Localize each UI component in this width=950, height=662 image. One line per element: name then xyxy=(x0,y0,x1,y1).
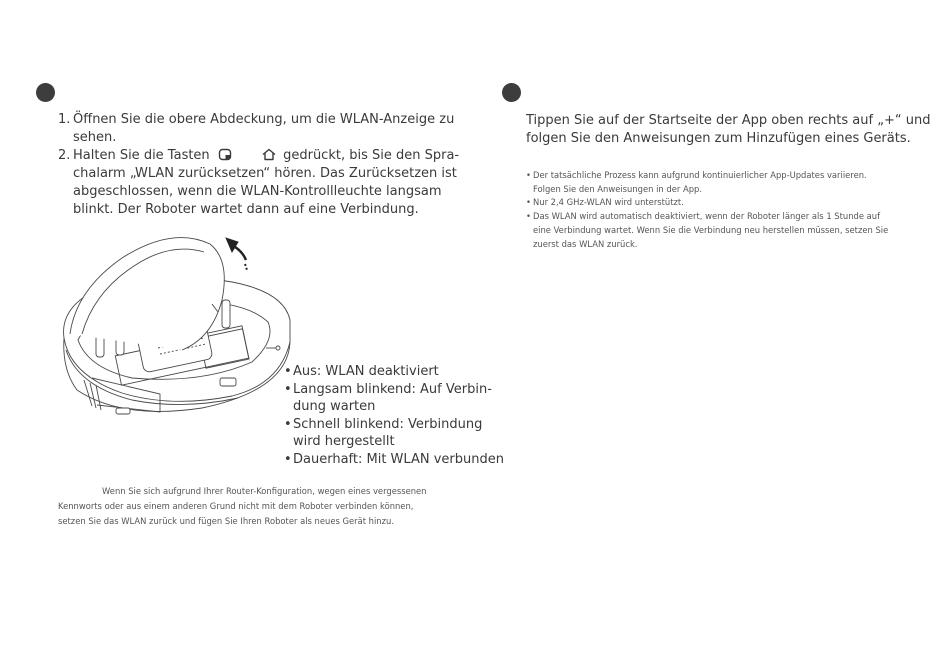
bullet: • xyxy=(284,381,292,397)
instruction-line: gedrückt, bis Sie den Spra- xyxy=(283,148,460,163)
item-number: 1. xyxy=(58,112,71,127)
instruction-line: Öffnen Sie die obere Abdeckung, um die WLAN-Anzeige zu xyxy=(73,112,455,127)
note-line: eine Verbindung wartet. Wenn Sie die Verbindung neu herstellen müssen, setzen Sie xyxy=(533,224,889,235)
home-button-icon xyxy=(261,148,277,161)
status-item-slow-blink-cont: dung warten xyxy=(293,399,376,415)
step-1-badge xyxy=(36,83,55,102)
status-item-off: Aus: WLAN deaktiviert xyxy=(293,364,439,379)
note-line: zuerst das WLAN zurück. xyxy=(533,238,638,249)
instruction-line: abgeschlossen, wenn die WLAN-Kontrollleuchte langsam xyxy=(73,184,442,199)
reset-note xyxy=(58,484,427,529)
instruction-line: sehen. xyxy=(73,130,117,145)
status-item-slow-blink: Langsam blinkend: Auf Verbin- xyxy=(293,381,492,397)
note-line: setzen Sie das WLAN zurück und fügen Sie Ihren Roboter als neues Gerät hinzu. xyxy=(58,516,394,526)
bullet: • xyxy=(526,211,531,222)
note-line: Kennworts oder aus einem anderen Grund nicht mit dem Roboter verbinden können, xyxy=(58,501,414,511)
note-line: Der tatsächliche Prozess kann aufgrund kontinuierlicher App-Updates variieren. xyxy=(533,170,867,180)
dock-button-icon xyxy=(218,148,232,161)
bullet: • xyxy=(284,364,292,379)
bullet: • xyxy=(526,197,531,208)
bullet: • xyxy=(284,452,292,467)
note-line: Wenn Sie sich aufgrund Ihrer Router-Konfiguration, wegen eines vergessenen xyxy=(102,486,427,496)
bullet: • xyxy=(526,170,531,180)
note-line: Nur 2,4 GHz-WLAN wird unterstützt. xyxy=(533,197,684,208)
instruction-line: folgen Sie den Anweisungen zum Hinzufügen eines Geräts. xyxy=(526,131,911,146)
note-line: Das WLAN wird automatisch deaktiviert, wenn der Roboter länger als 1 Stunde auf xyxy=(533,211,881,222)
status-item-steady: Dauerhaft: Mit WLAN verbunden xyxy=(293,452,504,467)
instruction-line-with-icons xyxy=(73,147,459,165)
status-item-fast-blink: Schnell blinkend: Verbindung xyxy=(293,416,483,432)
status-item-fast-blink-cont: wird hergestellt xyxy=(293,434,395,450)
step-2-badge xyxy=(502,83,521,102)
instruction-line: Tippen Sie auf der Startseite der App oben rechts auf „+“ und xyxy=(526,113,931,128)
note-line: Folgen Sie den Anweisungen in der App. xyxy=(533,183,702,194)
app-instruction xyxy=(526,112,930,148)
item-number: 2. xyxy=(58,148,71,163)
instruction-line: blinkt. Der Roboter wartet dann auf eine Verbindung. xyxy=(73,202,419,217)
bullet: • xyxy=(284,416,292,432)
instruction-line: Halten Sie die Tasten xyxy=(73,148,210,163)
instruction-line: chalarm „WLAN zurücksetzen“ hören. Das Zurücksetzen ist xyxy=(73,166,457,181)
